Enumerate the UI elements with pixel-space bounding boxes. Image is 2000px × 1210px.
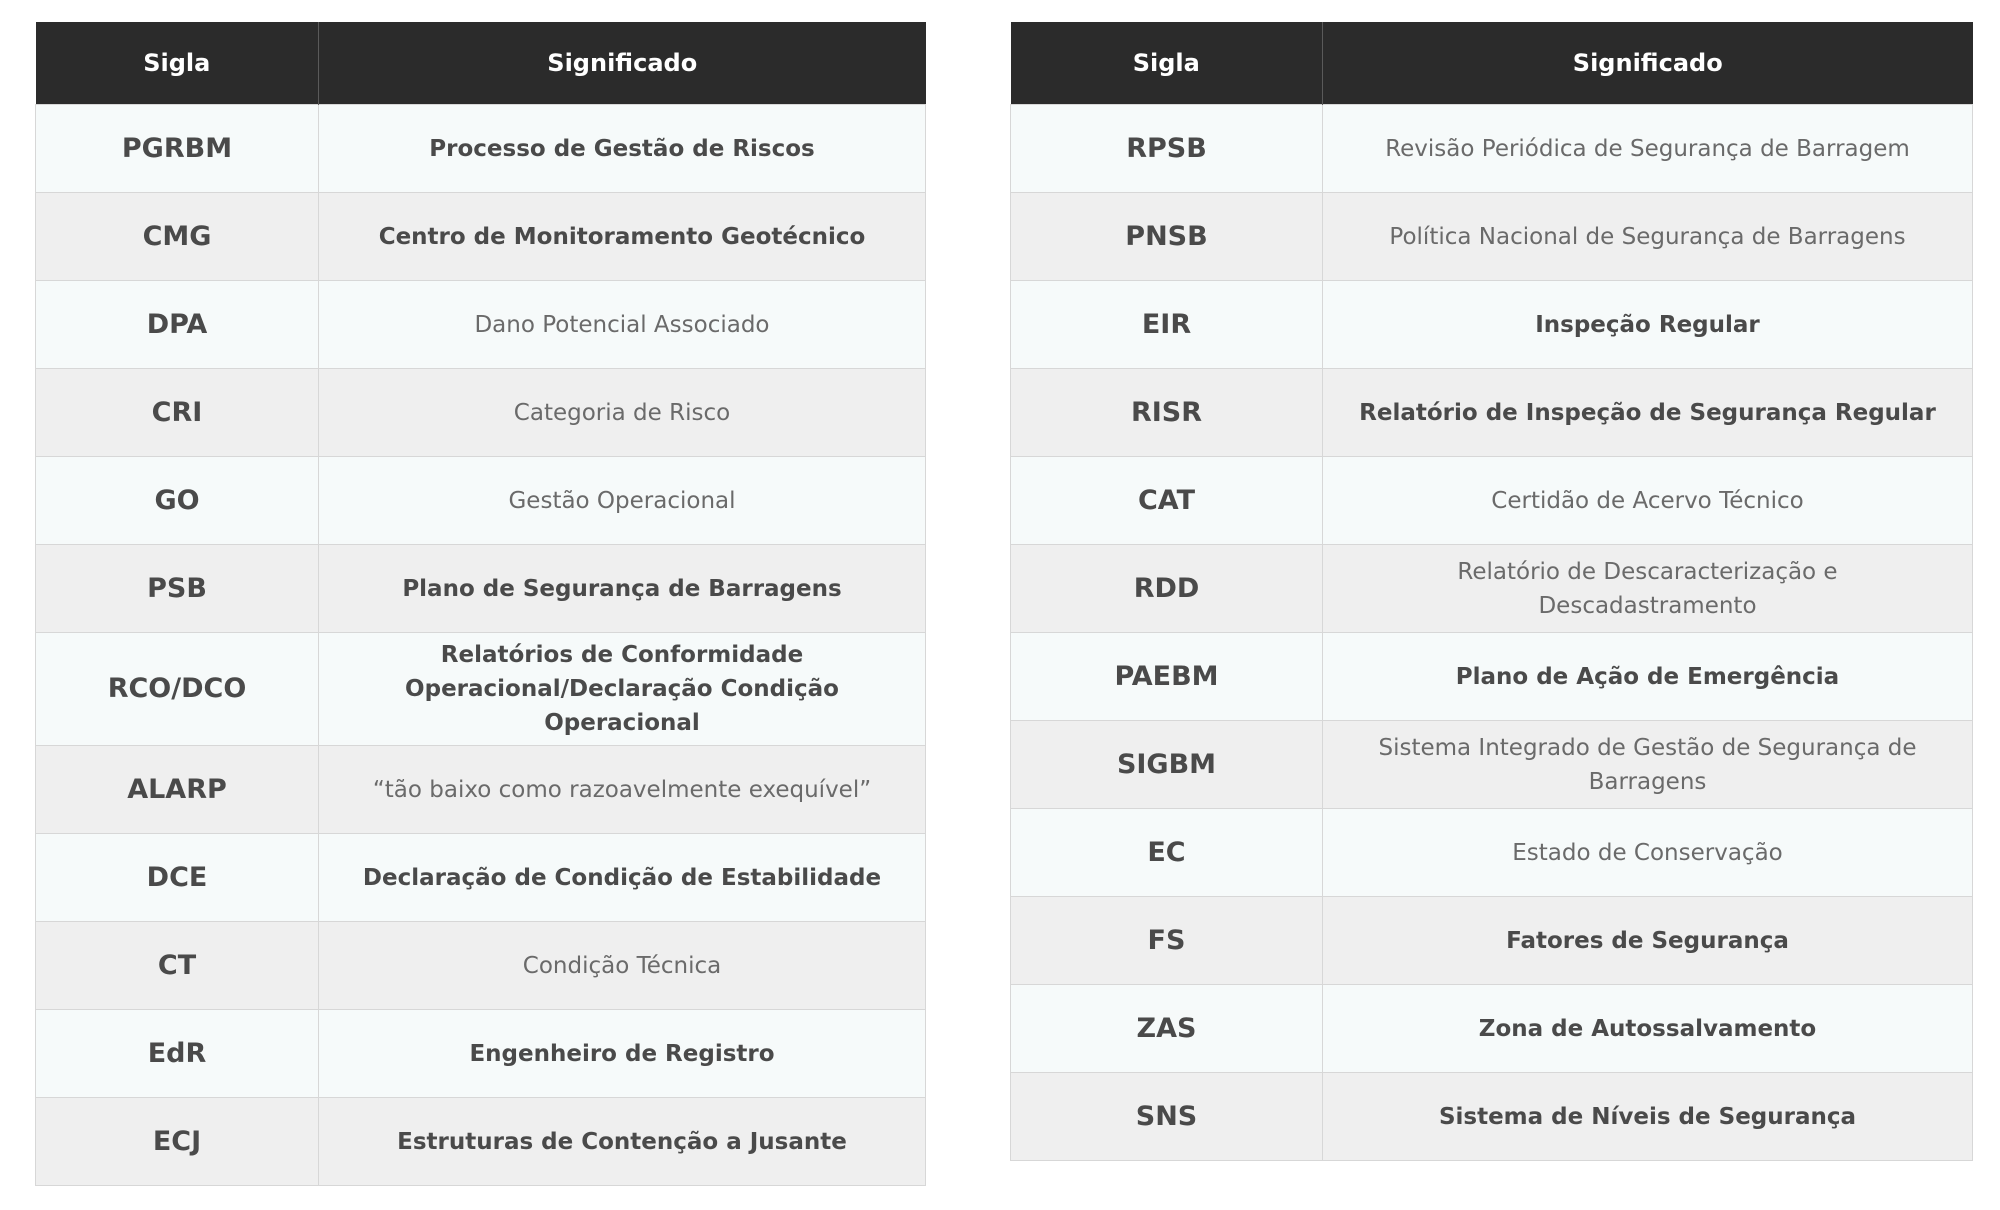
acronym-cell: CT bbox=[36, 922, 319, 1010]
meaning-cell: Revisão Periódica de Segurança de Barragem bbox=[1323, 105, 1973, 193]
acronyms-table-left bbox=[35, 22, 926, 1186]
acronym-cell: CRI bbox=[36, 369, 319, 457]
table-row bbox=[1011, 457, 1973, 545]
column-header-sigla: Sigla bbox=[36, 22, 319, 105]
meaning-cell: Estado de Conservação bbox=[1323, 809, 1973, 897]
meaning-cell: Política Nacional de Segurança de Barragens bbox=[1323, 193, 1973, 281]
acronym-cell: ALARP bbox=[36, 746, 319, 834]
column-header-sigla: Sigla bbox=[1011, 22, 1323, 105]
meaning-cell: Relatório de Descaracterização e Descadastramento bbox=[1323, 545, 1973, 633]
acronym-cell: PNSB bbox=[1011, 193, 1323, 281]
meaning-cell: Sistema Integrado de Gestão de Segurança de Barragens bbox=[1323, 721, 1973, 809]
table-row bbox=[1011, 721, 1973, 809]
table-row bbox=[36, 922, 926, 1010]
table-header-row bbox=[1011, 22, 1973, 105]
meaning-cell: Condição Técnica bbox=[319, 922, 926, 1010]
table-row bbox=[36, 281, 926, 369]
table-row bbox=[36, 1010, 926, 1098]
column-header-significado: Significado bbox=[1323, 22, 1973, 105]
meaning-cell: Relatórios de Conformidade Operacional/Declaração Condição Operacional bbox=[319, 633, 926, 746]
table-row bbox=[1011, 633, 1973, 721]
table-row bbox=[36, 633, 926, 746]
meaning-cell: Engenheiro de Registro bbox=[319, 1010, 926, 1098]
table-row bbox=[36, 834, 926, 922]
table-row bbox=[1011, 369, 1973, 457]
table-row bbox=[1011, 897, 1973, 985]
acronym-cell: ZAS bbox=[1011, 985, 1323, 1073]
column-header-significado: Significado bbox=[319, 22, 926, 105]
meaning-cell: Certidão de Acervo Técnico bbox=[1323, 457, 1973, 545]
table-row bbox=[36, 1098, 926, 1186]
meaning-cell: Inspeção Regular bbox=[1323, 281, 1973, 369]
meaning-cell: Dano Potencial Associado bbox=[319, 281, 926, 369]
acronym-cell: FS bbox=[1011, 897, 1323, 985]
acronym-cell: SNS bbox=[1011, 1073, 1323, 1161]
table-row bbox=[1011, 193, 1973, 281]
table-row bbox=[36, 457, 926, 545]
table-row bbox=[36, 545, 926, 633]
acronym-cell: PAEBM bbox=[1011, 633, 1323, 721]
meaning-cell: Fatores de Segurança bbox=[1323, 897, 1973, 985]
table-row bbox=[1011, 545, 1973, 633]
meaning-cell: Categoria de Risco bbox=[319, 369, 926, 457]
meaning-cell: Plano de Ação de Emergência bbox=[1323, 633, 1973, 721]
meaning-cell: Gestão Operacional bbox=[319, 457, 926, 545]
table-row bbox=[1011, 1073, 1973, 1161]
table-row bbox=[36, 105, 926, 193]
acronym-cell: GO bbox=[36, 457, 319, 545]
meaning-cell: Sistema de Níveis de Segurança bbox=[1323, 1073, 1973, 1161]
acronym-cell: EC bbox=[1011, 809, 1323, 897]
meaning-cell: Centro de Monitoramento Geotécnico bbox=[319, 193, 926, 281]
acronym-cell: RPSB bbox=[1011, 105, 1323, 193]
table-row bbox=[1011, 809, 1973, 897]
meaning-cell: Estruturas de Contenção a Jusante bbox=[319, 1098, 926, 1186]
acronym-cell: EIR bbox=[1011, 281, 1323, 369]
table-row bbox=[1011, 105, 1973, 193]
meaning-cell: Relatório de Inspeção de Segurança Regular bbox=[1323, 369, 1973, 457]
acronym-cell: PSB bbox=[36, 545, 319, 633]
table-row bbox=[36, 369, 926, 457]
acronym-cell: RCO/DCO bbox=[36, 633, 319, 746]
table-row bbox=[36, 746, 926, 834]
acronym-cell: PGRBM bbox=[36, 105, 319, 193]
acronym-cell: CAT bbox=[1011, 457, 1323, 545]
meaning-cell: Plano de Segurança de Barragens bbox=[319, 545, 926, 633]
table-row bbox=[1011, 281, 1973, 369]
acronym-cell: DCE bbox=[36, 834, 319, 922]
meaning-cell: Declaração de Condição de Estabilidade bbox=[319, 834, 926, 922]
table-row bbox=[36, 193, 926, 281]
acronym-cell: RISR bbox=[1011, 369, 1323, 457]
acronym-cell: EdR bbox=[36, 1010, 319, 1098]
acronyms-table-right bbox=[1010, 22, 1973, 1161]
acronym-cell: SIGBM bbox=[1011, 721, 1323, 809]
meaning-cell: “tão baixo como razoavelmente exequível” bbox=[319, 746, 926, 834]
acronym-cell: ECJ bbox=[36, 1098, 319, 1186]
acronym-cell: CMG bbox=[36, 193, 319, 281]
meaning-cell: Processo de Gestão de Riscos bbox=[319, 105, 926, 193]
acronym-cell: DPA bbox=[36, 281, 319, 369]
acronym-cell: RDD bbox=[1011, 545, 1323, 633]
table-row bbox=[1011, 985, 1973, 1073]
table-header-row bbox=[36, 22, 926, 105]
meaning-cell: Zona de Autossalvamento bbox=[1323, 985, 1973, 1073]
